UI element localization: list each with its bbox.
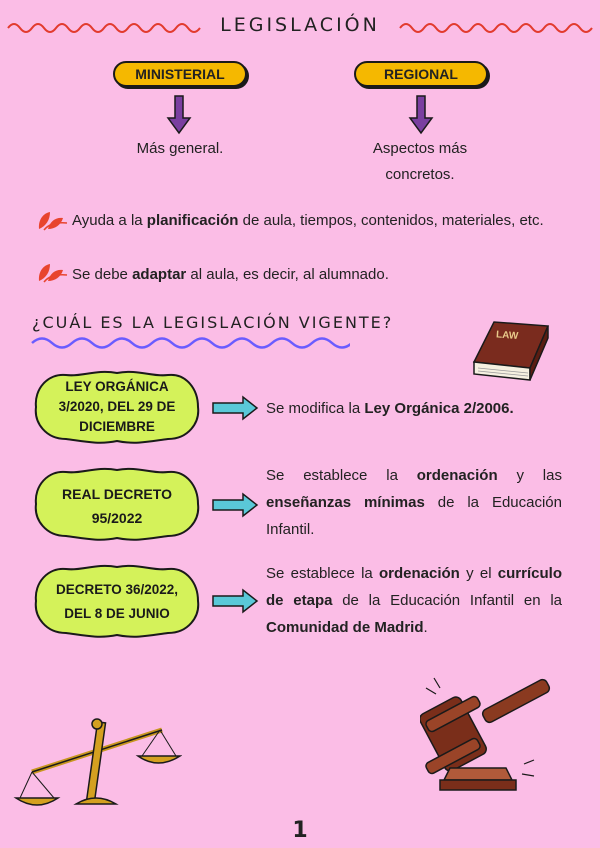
regional-caption-line2: concretos. xyxy=(385,166,455,183)
page-number: 1 xyxy=(292,818,308,843)
wave-underline xyxy=(30,334,350,352)
bullet-adaptar: Se debe adaptar al aula, es decir, al alumnado. xyxy=(72,266,389,283)
leaf-bullet-icon xyxy=(36,261,70,283)
law-description: Se modifica la Ley Orgánica 2/2006. xyxy=(266,400,514,417)
law-description: Se establece la ordenación y el currículo de etapa de la Educación Infantil en la Comunidad de Madrid. xyxy=(266,565,562,636)
law-description: Se establece la ordenación y las enseñanzas mínimas de la Educación Infantil. xyxy=(266,467,562,538)
section-title: ¿CUÁL ES LA LEGISLACIÓN VIGENTE? xyxy=(32,313,394,332)
regional-caption-line1: Aspectos más xyxy=(372,140,468,157)
regional-caption xyxy=(340,136,500,188)
down-arrow-icon xyxy=(166,94,192,136)
down-arrow-icon xyxy=(408,94,434,136)
ministerial-caption: Más general. xyxy=(136,140,224,157)
gavel-icon xyxy=(420,668,560,798)
right-arrow-icon xyxy=(210,492,260,518)
law-badge-ley-organica: LEY ORGÁNICA 3/2020, DEL 29 DE DICIEMBRE xyxy=(58,379,176,434)
bullet-planificacion: Ayuda a la planificación de aula, tiempos, contenidos, materiales, etc. xyxy=(72,212,544,229)
regional-pill: REGIONAL xyxy=(354,61,488,87)
page-title: LEGISLACIÓN xyxy=(220,14,380,36)
right-arrow-icon xyxy=(210,588,260,614)
scales-of-justice-icon xyxy=(12,712,182,812)
law-badge-decreto-36: DECRETO 36/2022, DEL 8 DE JUNIO xyxy=(55,582,179,621)
right-arrow-icon xyxy=(210,395,260,421)
leaf-bullet-icon xyxy=(36,209,70,231)
ministerial-pill: MINISTERIAL xyxy=(113,61,247,87)
law-badge-real-decreto: REAL DECRETO 95/2022 xyxy=(62,486,172,526)
law-book-icon xyxy=(464,312,554,386)
book-label: LAW xyxy=(495,329,519,342)
